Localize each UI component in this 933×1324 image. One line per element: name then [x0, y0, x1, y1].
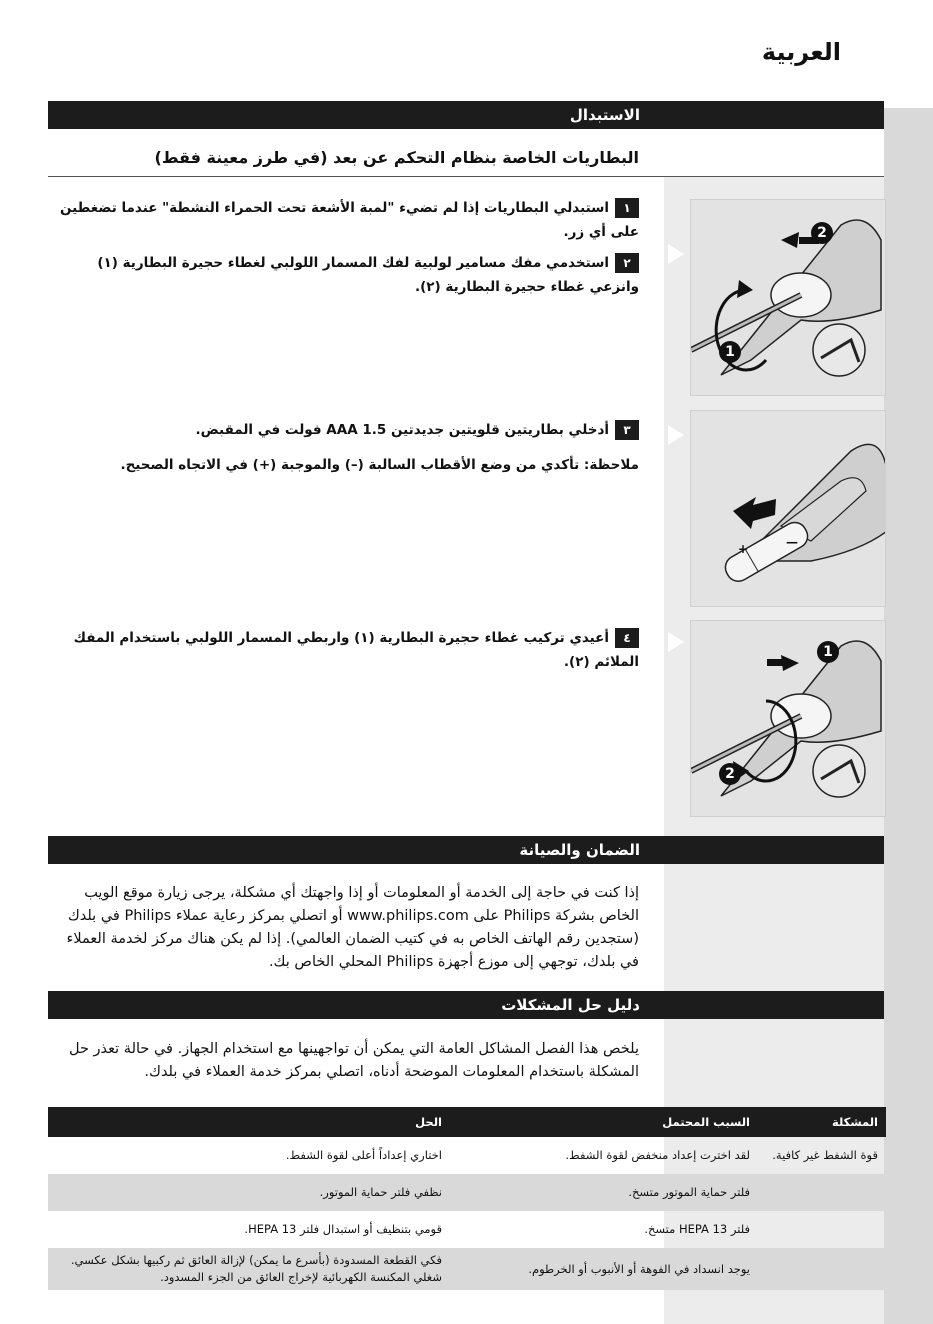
plus-sign-icon: +	[738, 542, 749, 556]
table-row	[48, 1248, 886, 1290]
cell-problem	[758, 1174, 886, 1211]
step-number: ٤	[615, 628, 639, 648]
divider	[48, 176, 884, 177]
step-number: ١	[615, 198, 639, 218]
illustration-insert-batteries	[690, 410, 886, 607]
step-number: ٢	[615, 253, 639, 273]
table-row	[48, 1211, 886, 1248]
step-1	[49, 196, 639, 244]
polarity-note: ملاحظة: تأكدي من وضع الأقطاب السالبة (–) والموجبة (+) في الاتجاه الصحيح.	[120, 457, 639, 473]
callout-1-icon: 1	[817, 641, 839, 663]
header-problem: المشكلة	[758, 1107, 886, 1137]
cell-cause: لقد اخترت إعداد منخفض لقوة الشفط.	[565, 1148, 750, 1162]
table-row	[48, 1174, 886, 1211]
step-text: استبدلي البطاريات إذا لم تضيء "لمبة الأشعة تحت الحمراء النشطة" عندما تضغطين على أي زر.	[59, 200, 639, 240]
cell-cause: فلتر حماية الموتور متسخ.	[450, 1174, 758, 1211]
cell-problem: قوة الشفط غير كافية.	[772, 1148, 878, 1162]
cell-problem	[758, 1211, 886, 1248]
step-3	[49, 418, 639, 442]
cell-solution: نظفي فلتر حماية الموتور.	[48, 1174, 450, 1211]
callout-2-icon: 2	[719, 763, 741, 785]
side-margin-strip	[884, 108, 933, 1324]
callout-1-icon: 1	[719, 341, 741, 363]
illustration-refit-cover	[690, 620, 886, 817]
cell-solution: فكي القطعة المسدودة (بأسرع ما يمكن) لإزالة العائق ثم ركبيها بشكل عكسي. شغلي المكنسة الكهربائية لإخراج العائق من الجزء المسدود.	[48, 1248, 450, 1290]
cell-solution: اختاري إعداداً أعلى لقوة الشفط.	[285, 1148, 442, 1162]
step-text: أدخلي بطاريتين قلويتين جديدتين AAA 1.5 فولت في المقبض.	[195, 422, 609, 438]
pointer-wedge	[668, 425, 684, 445]
callout-2-icon: 2	[811, 222, 833, 244]
troubleshooting-table	[48, 1107, 886, 1290]
step-4	[49, 626, 639, 674]
illustration-remove-cover	[690, 199, 886, 396]
cell-problem	[758, 1248, 886, 1290]
subsection-title: البطاريات الخاصة بنظام التحكم عن بعد (في طرز معينة فقط)	[154, 148, 639, 167]
cell-solution: قومي بتنظيف أو استبدال فلتر HEPA 13.	[244, 1222, 442, 1236]
cell-cause: فلتر HEPA 13 متسخ.	[644, 1222, 750, 1236]
pointer-wedge	[668, 244, 684, 264]
table-header-row	[48, 1107, 886, 1137]
header-solution: الحل	[48, 1107, 450, 1137]
section-bar-replacement: الاستبدال	[48, 101, 884, 129]
minus-sign-icon: —	[786, 535, 798, 549]
section-bar-troubleshooting: دليل حل المشكلات	[48, 991, 884, 1019]
troubleshooting-paragraph: يلخص هذا الفصل المشاكل العامة التي يمكن أن تواجهينها مع استخدام الجهاز. في حالة تعذر حل المشكلة باستخدام المعلومات الموضحة أدناه، اتصلي بمركز خدمة العملاء في بلدك.	[68, 1041, 639, 1080]
section-bar-warranty: الضمان والصيانة	[48, 836, 884, 864]
table-row	[48, 1137, 886, 1174]
step-text: أعيدي تركيب غطاء حجيرة البطارية (١) واربطي المسمار اللولبي باستخدام المفك الملائم (٢).	[73, 630, 639, 670]
step-text: استخدمي مفك مسامير لولبية لفك المسمار اللولبي لغطاء حجيرة البطارية (١) وانزعي غطاء حجيرة البطارية (٢).	[97, 255, 639, 295]
header-cause: السبب المحتمل	[450, 1107, 758, 1137]
step-number: ٣	[615, 420, 639, 440]
language-heading: العربية	[761, 38, 841, 66]
pointer-wedge	[668, 632, 684, 652]
warranty-paragraph: إذا كنت في حاجة إلى الخدمة أو المعلومات أو إذا واجهتك أي مشكلة، يرجى زيارة موقع الويب الخاص بشركة Philips على www.philips.com أو اتصلي بمركز رعاية عملاء Philips في بلدك (ستجدين رقم الهاتف الخاص به في كتيب الضمان العالمي). إذا لم يكن هناك مركز لخدمة العملاء في بلدك، توجهي إلى موزع أجهزة Philips المحلي الخاص بك.	[66, 885, 639, 970]
cell-cause: يوجد انسداد في الفوهة أو الأنبوب أو الخرطوم.	[450, 1248, 758, 1290]
step-2	[49, 251, 639, 299]
